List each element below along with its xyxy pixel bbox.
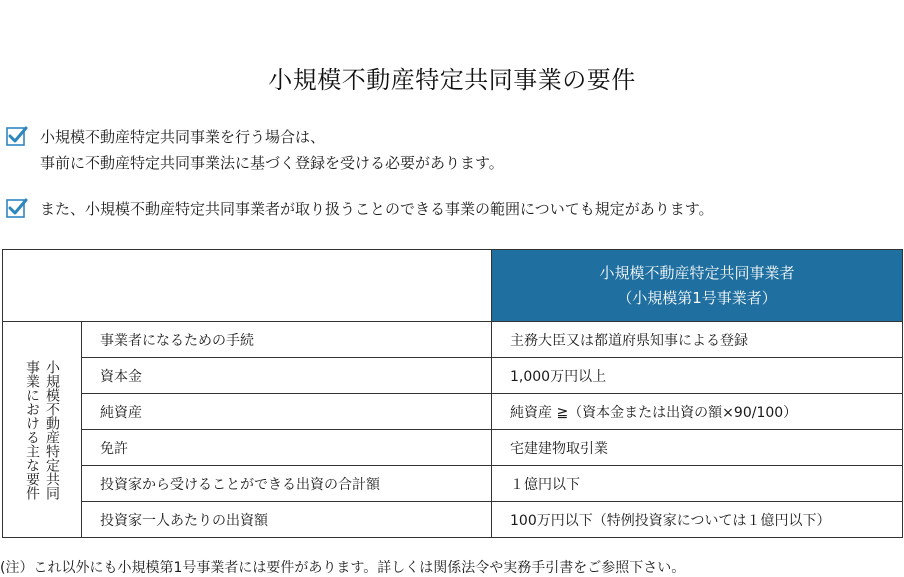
row-value: 1,000万円以上	[492, 358, 903, 394]
row-value: 100万円以下（特例投資家については１億円以下）	[492, 502, 903, 538]
side-label-cell	[3, 322, 82, 538]
checklist-item	[6, 124, 504, 176]
row-item: 事業者になるための手続	[82, 322, 492, 358]
table-header-row	[3, 250, 903, 322]
table-row	[3, 502, 903, 538]
row-value: 宅建建物取引業	[492, 430, 903, 466]
row-item: 資本金	[82, 358, 492, 394]
row-value: 主務大臣又は都道府県知事による登録	[492, 322, 903, 358]
row-item: 投資家一人あたりの出資額	[82, 502, 492, 538]
header-category-cell	[492, 250, 903, 322]
requirements-table	[2, 249, 903, 538]
header-line: （小規模第1号事業者）	[617, 288, 777, 307]
footnote: (注）これ以外にも小規模第1号事業者には要件があります。詳しくは関係法令や実務手引書をご参照下さい。	[0, 560, 686, 576]
checklist-line: 事前に不動産特定共同事業法に基づく登録を受ける必要があります。	[40, 154, 504, 172]
row-value: １億円以下	[492, 466, 903, 502]
side-label-left: 事業における主な要件	[24, 359, 40, 500]
header-empty-cell	[3, 250, 492, 322]
row-item: 免許	[82, 430, 492, 466]
table-row	[3, 466, 903, 502]
checklist-line: 小規模不動産特定共同事業を行う場合は、	[40, 128, 326, 146]
checklist-line: また、小規模不動産特定共同事業者が取り扱うことのできる事業の範囲についても規定があります。	[40, 200, 714, 218]
header-line: 小規模不動産特定共同事業者	[599, 263, 795, 282]
row-value: 純資産 ≧（資本金または出資の額×90/100）	[492, 394, 903, 430]
row-item: 投資家から受けることができる出資の合計額	[82, 466, 492, 502]
table-row	[3, 322, 903, 358]
table-row	[3, 430, 903, 466]
page-title: 小規模不動産特定共同事業の要件	[268, 66, 636, 94]
checkbox-checked-icon	[6, 197, 28, 219]
table-row	[3, 358, 903, 394]
table-row	[3, 394, 903, 430]
side-label-right: 小規模不動産特定共同	[44, 359, 60, 500]
row-item: 純資産	[82, 394, 492, 430]
checkbox-checked-icon	[6, 125, 28, 147]
checklist-item	[6, 196, 714, 222]
